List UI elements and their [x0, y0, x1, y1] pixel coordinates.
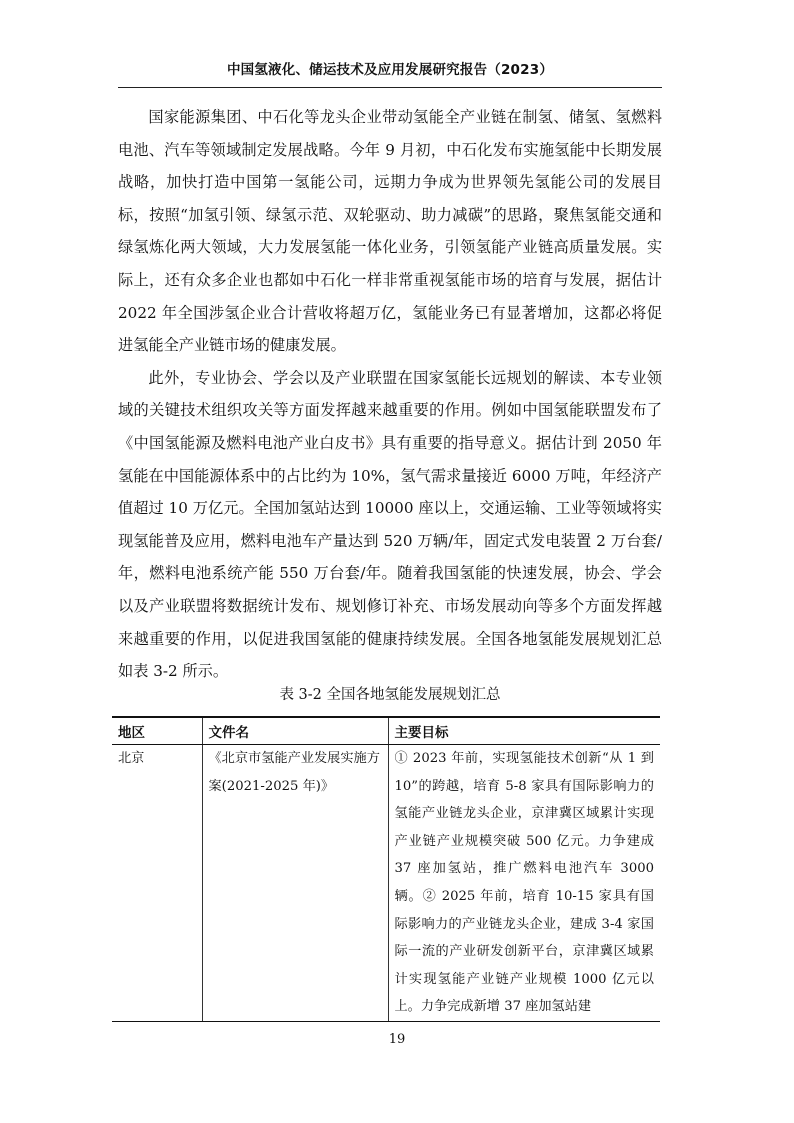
header-divider — [118, 87, 662, 88]
hydrogen-plan-table — [112, 716, 660, 1022]
cell-document: 《北京市氢能产业发展实施方案(2021-2025 年)》 — [202, 745, 388, 1022]
table-caption: 表 3-2 全国各地氢能发展规划汇总 — [279, 687, 501, 703]
table-row — [112, 745, 660, 1022]
table-header-row — [112, 717, 660, 745]
cell-goal: ① 2023 年前，实现氢能技术创新“从 1 到 10”的跨越，培育 5-8 家具有国际影响力的氢能产业链龙头企业，京津冀区域累计实现产业链产业规模突破 500 亿元。力争建成 37 座加氢站，推广燃料电池汽车 3000 辆。② 2025 年前，培育 10-15 家具有国际影响力的产业链龙头企业，建成 3-4 家国际一流的产业研发创新平台，京津冀区域累计实现氢能产业链产业规模 1000 亿元以上。力争完成新增 37 座加氢站建 — [388, 745, 660, 1022]
column-header-goal: 主要目标 — [388, 717, 660, 745]
paragraph-associations: 此外，专业协会、学会以及产业联盟在国家氢能长远规划的解读、本专业领域的关键技术组织攻关等方面发挥越来越重要的作用。例如中国氢能联盟发布了《中国氢能源及燃料电池产业白皮书》具有重要的指导意义。据估计到 2050 年氢能在中国能源体系中的占比约为 10%，氢气需求量接近 6000 万吨，年经济产值超过 10 万亿元。全国加氢站达到 10000 座以上，交通运输、工业等领域将实现氢能普及应用，燃料电池车产量达到 520 万辆/年，固定式发电装置 2 万台套/年，燃料电池系统产能 550 万台套/年。随着我国氢能的快速发展，协会、学会以及产业联盟将数据统计发布、规划修订补充、市场发展动向等多个方面发挥越来越重要的作用，以促进我国氢能的健康持续发展。全国各地氢能发展规划汇总如表 3-2 所示。 — [118, 368, 662, 681]
page-number: 19 — [388, 1032, 406, 1047]
column-header-document: 文件名 — [202, 717, 388, 745]
running-header-title: 中国氢液化、储运技术及应用发展研究报告（2023） — [226, 62, 554, 78]
paragraph-enterprises: 国家能源集团、中石化等龙头企业带动氢能全产业链在制氢、储氢、氢燃料电池、汽车等领域制定发展战略。今年 9 月初，中石化发布实施氢能中长期发展战略，加快打造中国第一氢能公司，远期力争成为世界领先氢能公司的发展目标，按照“加氢引领、绿氢示范、双轮驱动、助力减碳”的思路，聚焦氢能交通和绿氢炼化两大领域，大力发展氢能一体化业务，引领氢能产业链高质量发展。实际上，还有众多企业也都如中石化一样非常重视氢能市场的培育与发展，据估计 2022 年全国涉氢企业合计营收将超万亿，氢能业务已有显著增加，这都必将促进氢能全产业链市场的健康发展。 — [118, 108, 662, 355]
body-text — [118, 101, 662, 688]
column-header-region: 地区 — [112, 717, 202, 745]
cell-region: 北京 — [112, 745, 202, 1022]
